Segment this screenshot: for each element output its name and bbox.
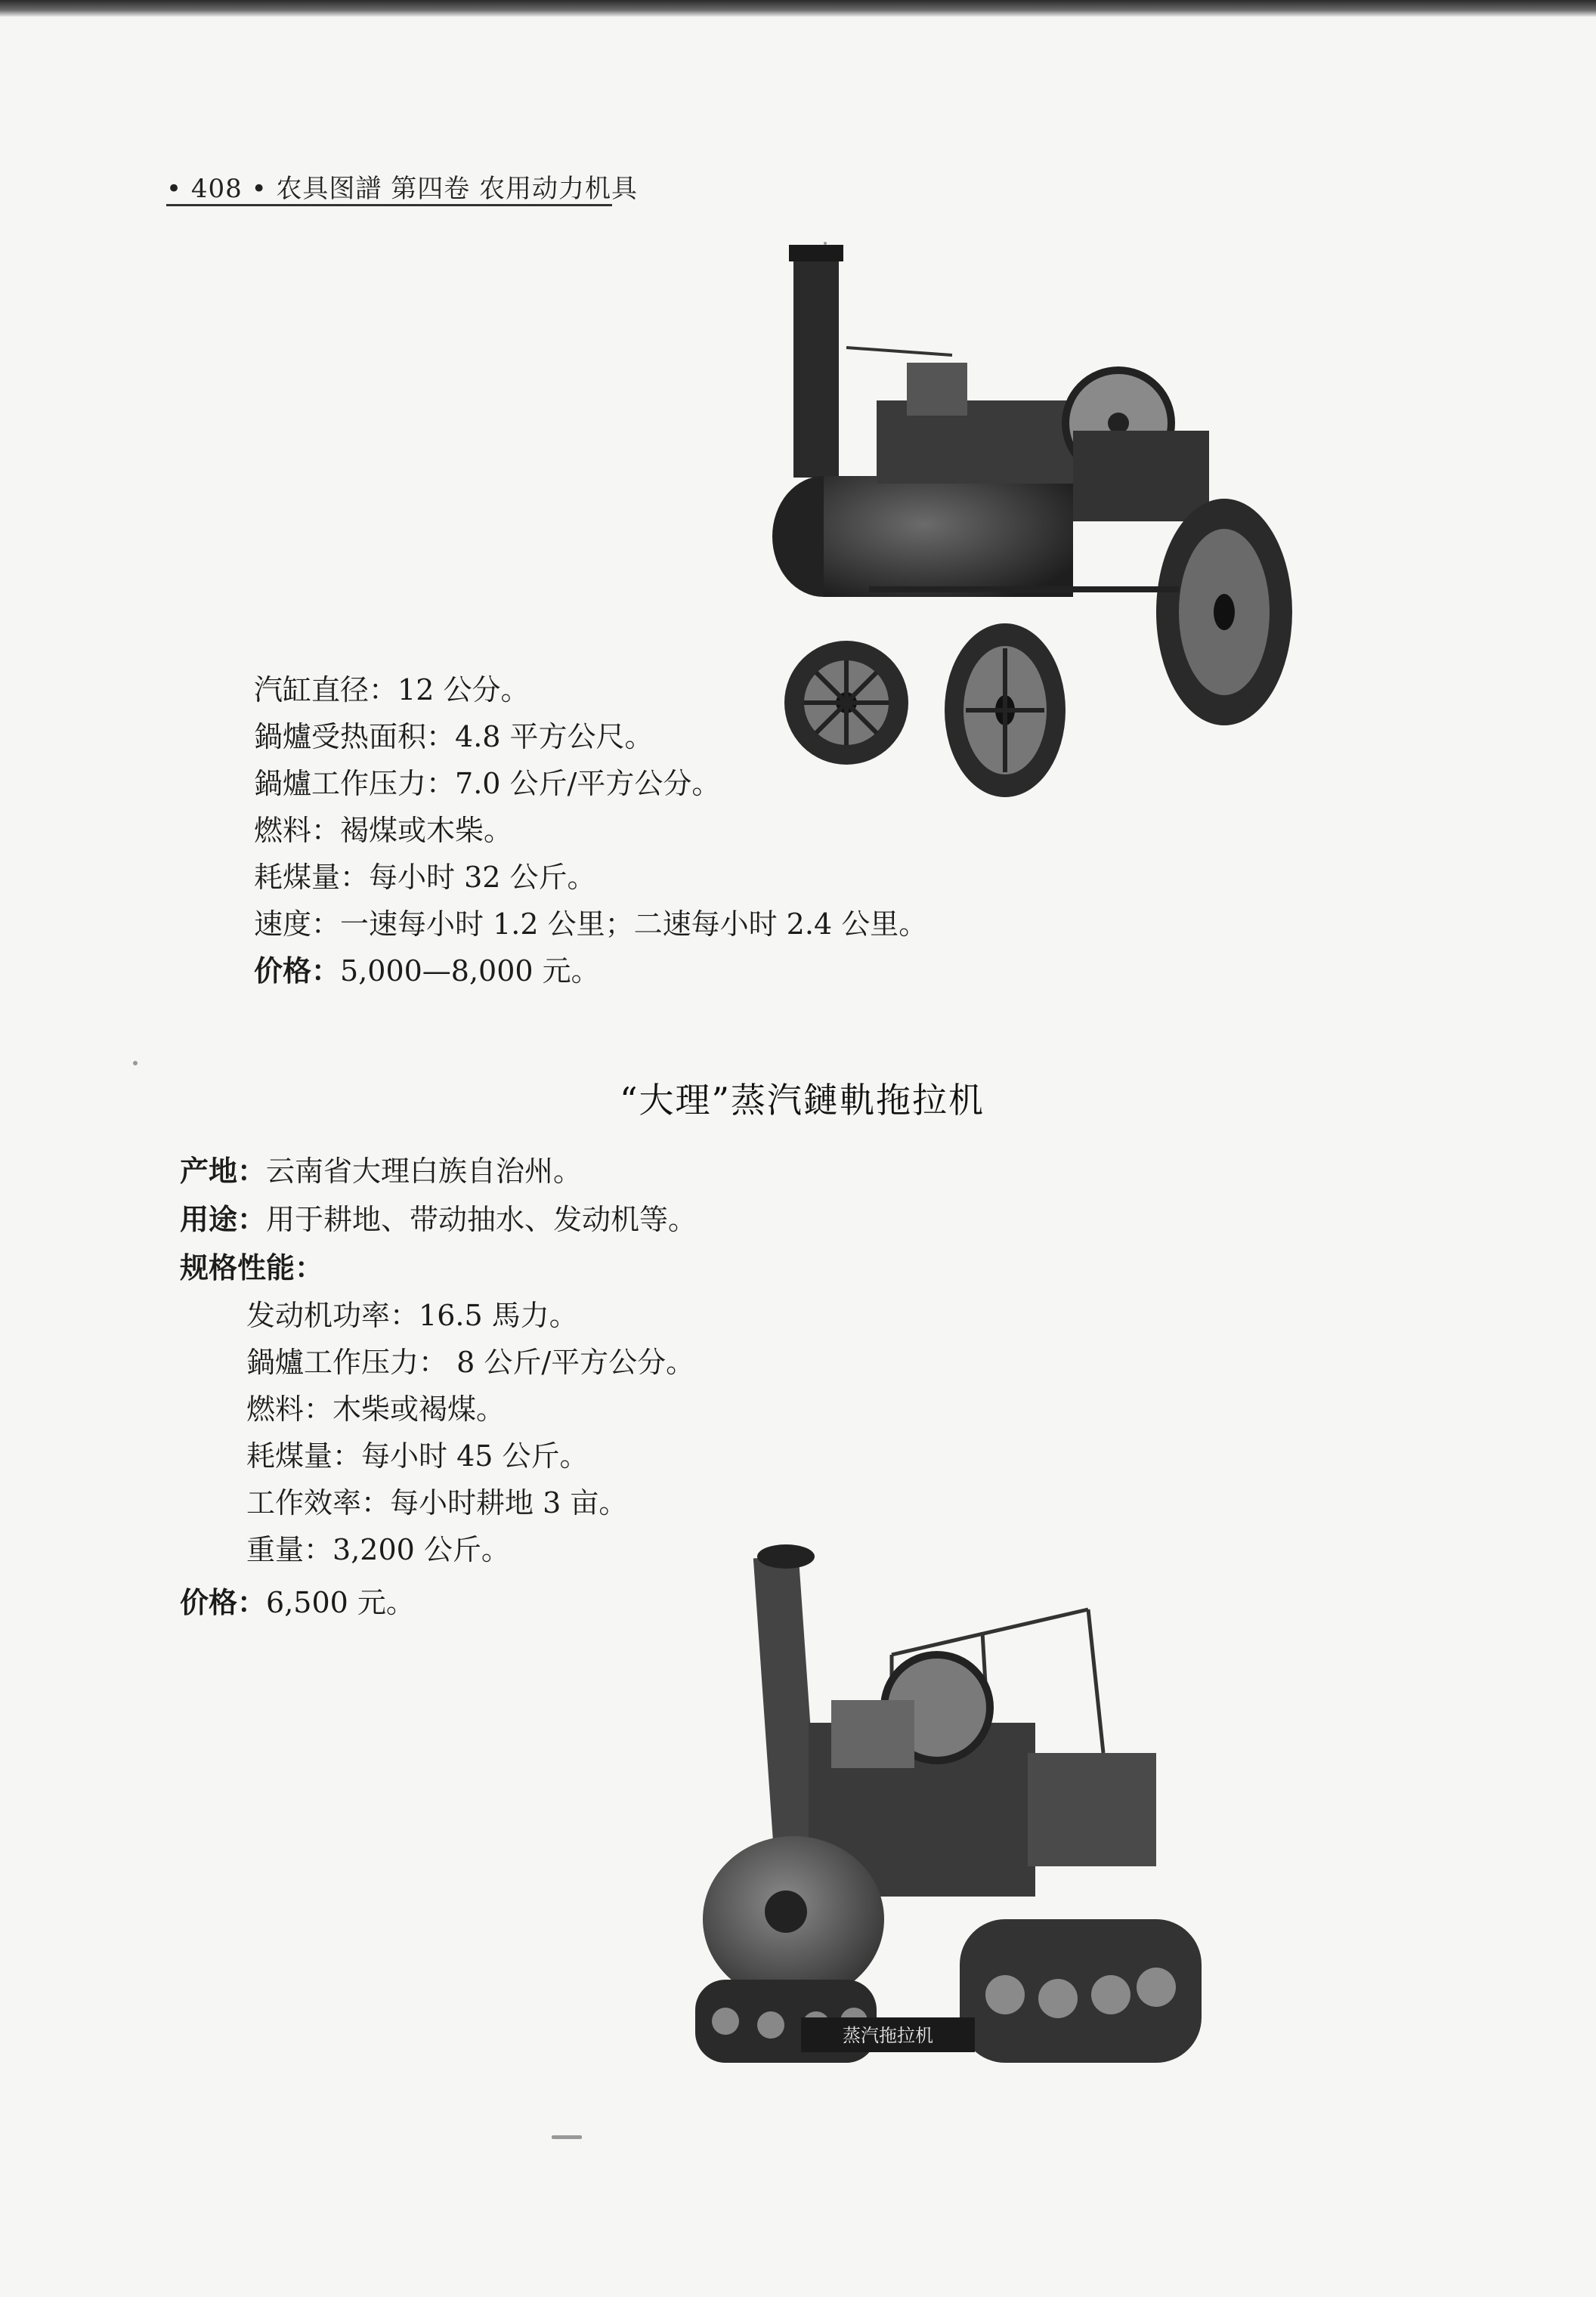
spec-weight: 重量：3,200 公斤。 xyxy=(246,1533,510,1566)
spec-boiler-pressure: 鍋爐工作压力：7.0 公斤/平方公分。 xyxy=(254,767,721,800)
spec-list-2 xyxy=(246,1292,694,1573)
spec-work-efficiency: 工作效率：每小时耕地 3 亩。 xyxy=(246,1486,628,1519)
spec-boiler-pressure-2: 鍋爐工作压力： 8 公斤/平方公分。 xyxy=(246,1346,695,1379)
spec-coal-consumption-2: 耗煤量：每小时 45 公斤。 xyxy=(246,1439,589,1473)
spec-fuel-2: 燃料：木柴或褐煤。 xyxy=(246,1393,506,1426)
spec-speed: 速度：一速每小时 1.2 公里；二速每小时 2.4 公里。 xyxy=(254,907,928,941)
info-usage: 用途：用于耕地、带动抽水、发动机等。 xyxy=(180,1202,697,1236)
scan-speck xyxy=(824,242,827,245)
spec-engine-power: 发动机功率：16.5 馬力。 xyxy=(246,1299,578,1332)
spec-coal-consumption: 耗煤量：每小时 32 公斤。 xyxy=(254,861,596,894)
spec-price: 价格：5,000—8,000 元。 xyxy=(254,954,600,988)
tractor-name-plate: 蒸汽拖拉机 xyxy=(843,2025,933,2046)
scan-speck xyxy=(133,1061,138,1065)
running-head-rule xyxy=(166,204,612,206)
spec-cylinder-diameter: 汽缸直径：12 公分。 xyxy=(254,673,530,706)
price-line-2: 价格：6,500 元。 xyxy=(180,1585,415,1619)
section-title: “大理”蒸汽鏈軌拖拉机 xyxy=(620,1080,985,1121)
spec-boiler-heating-area: 鍋爐受热面积：4.8 平方公尺。 xyxy=(254,720,654,753)
crawler-steam-tractor-photo xyxy=(665,1526,1209,2101)
info-block xyxy=(180,1147,697,1292)
spec-list-1 xyxy=(254,666,927,994)
info-origin: 产地：云南省大理白族自治州。 xyxy=(180,1154,583,1188)
spec-fuel: 燃料：褐煤或木柴。 xyxy=(254,814,513,847)
scan-speck xyxy=(552,2135,582,2139)
info-specs-heading: 规格性能： xyxy=(180,1251,324,1285)
scan-top-edge xyxy=(0,0,1596,17)
running-head: • 408 • 农具图譜 第四卷 农用动力机具 xyxy=(166,174,639,204)
